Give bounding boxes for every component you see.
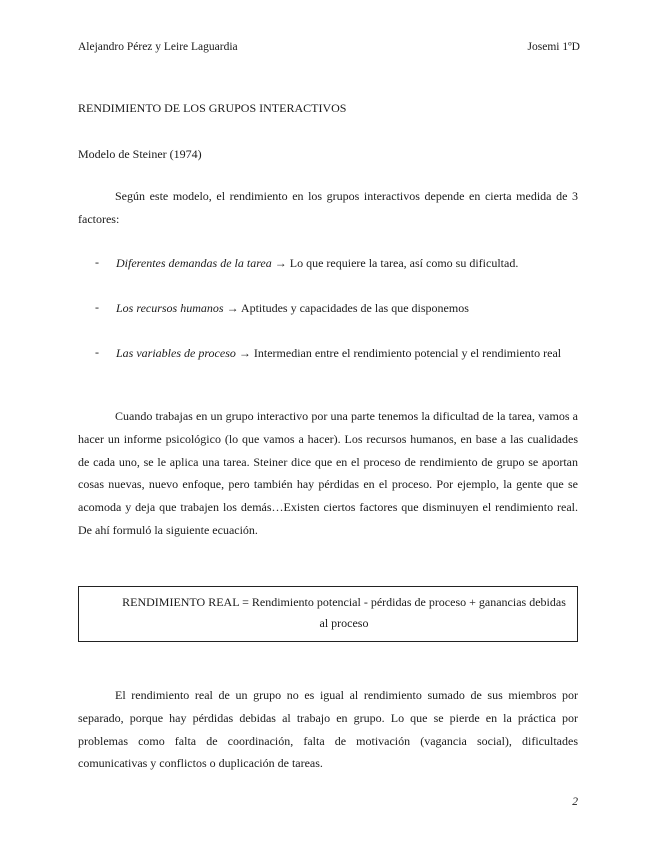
factor-description: Intermedian entre el rendimiento potencial y el rendimiento real bbox=[253, 346, 562, 360]
header-course: Josemi 1ºD bbox=[527, 41, 580, 53]
bullet-marker: - bbox=[95, 345, 99, 359]
page-number: 2 bbox=[572, 796, 578, 808]
factor-item bbox=[116, 342, 578, 364]
body-paragraph-2 bbox=[78, 684, 578, 775]
arrow-glyph: → bbox=[274, 256, 287, 270]
bullet-marker: - bbox=[95, 255, 99, 269]
factor-term: Los recursos humanos bbox=[116, 301, 224, 315]
paragraph-2-text: El rendimiento real de un grupo no es igual al rendimiento sumado de sus miembros por separado, porque hay pérdidas debidas al trabajo en grupo. Lo que se pierde en la práctica por problemas como falta de coordinación, falta de motivación (vagancia social), dificultades comunicativas y conflictos o duplicación de tareas. bbox=[78, 688, 578, 771]
factor-description: Aptitudes y capacidades de las que disponemos bbox=[240, 301, 469, 315]
header-authors: Alejandro Pérez y Leire Laguardia bbox=[78, 41, 238, 53]
equation-box bbox=[78, 586, 578, 642]
document-title: RENDIMIENTO DE LOS GRUPOS INTERACTIVOS bbox=[78, 101, 347, 115]
arrow-glyph: → bbox=[226, 301, 239, 315]
arrow-glyph: → bbox=[238, 346, 251, 360]
bullet-marker: - bbox=[95, 300, 99, 314]
factor-description: Lo que requiere la tarea, así como su dificultad. bbox=[289, 256, 519, 270]
factor-item bbox=[116, 297, 578, 319]
intro-paragraph bbox=[78, 185, 578, 231]
equation-text: RENDIMIENTO REAL = Rendimiento potencial - pérdidas de proceso + ganancias debidas al proceso bbox=[122, 595, 566, 630]
body-paragraph-1 bbox=[78, 405, 578, 542]
paragraph-1-text: Cuando trabajas en un grupo interactivo por una parte tenemos la dificultad de la tarea, vamos a hacer un informe psicológico (lo que vamos a hacer). Los recursos humanos, en base a las cualidades de cada uno, se le aplica una tarea. Steiner dice que en el proceso de rendimiento de grupo se aportan cosas nuevas, nuevo enfoque, pero también hay pérdidas en el proceso. Por ejemplo, la gente que se acomoda y deja que trabajen los demás…Existen ciertos factores que disminuyen el rendimiento real. De ahí formuló la siguiente ecuación. bbox=[78, 409, 578, 537]
factor-term: Diferentes demandas de la tarea bbox=[116, 256, 272, 270]
intro-text: Según este modelo, el rendimiento en los grupos interactivos depende en cierta medida de 3 factores: bbox=[78, 189, 578, 226]
document-subtitle: Modelo de Steiner (1974) bbox=[78, 147, 202, 161]
factor-item bbox=[116, 252, 578, 274]
factor-term: Las variables de proceso bbox=[116, 346, 236, 360]
